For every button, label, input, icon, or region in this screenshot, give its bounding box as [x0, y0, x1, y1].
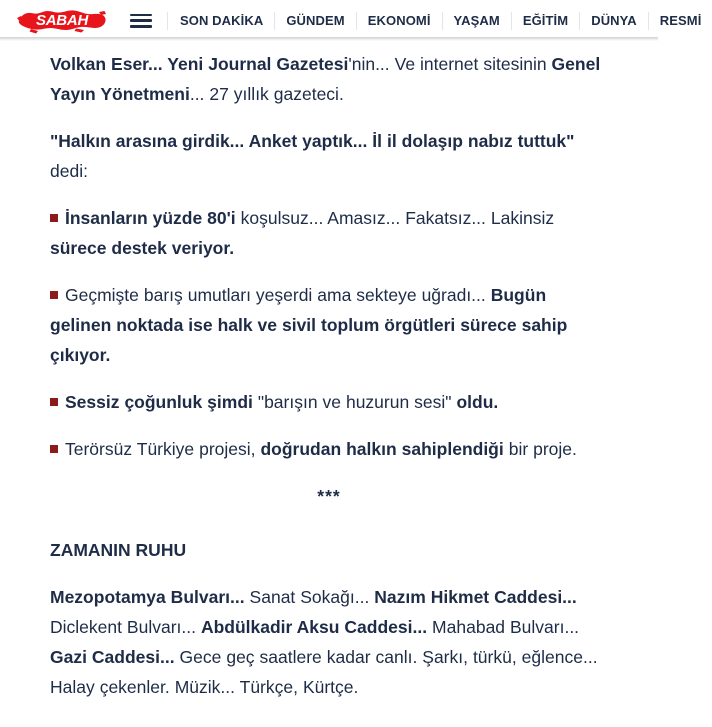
nav-item-dunya[interactable]: DÜNYA: [579, 12, 648, 30]
svg-text:SABAH: SABAH: [35, 11, 89, 29]
section-divider-asterisks: ***: [317, 486, 341, 506]
turkey-map-logo-icon: [16, 5, 108, 37]
nav-item-yasam[interactable]: YAŞAM: [442, 12, 511, 30]
text-run-bold: Sessiz çoğunluk şimdi: [65, 392, 253, 412]
section-title-zamanin-ruhu: ZAMANIN RUHU: [50, 540, 187, 560]
hamburger-bar: [130, 14, 152, 17]
text-run: ... 27 yıllık gazeteci.: [189, 84, 344, 104]
text-run-bold: "Halkın arasına girdik... Anket yaptık... İl il dolaşıp nabız tuttuk": [50, 131, 575, 151]
text-run-bold: İnsanların yüzde 80'i: [65, 208, 236, 228]
article-paragraph: [50, 126, 608, 186]
text-run: 'nin... Ve internet sitesinin: [348, 54, 552, 74]
text-run-bold: sürece destek veriyor.: [50, 238, 235, 258]
nav-item-resmi[interactable]: RESMİ: [648, 12, 712, 30]
text-run: Geçmişte barış umutları yeşerdi ama sekteye uğradı...: [65, 285, 491, 305]
nav-item-son-dakika[interactable]: SON DAKİKA: [167, 12, 274, 30]
article-paragraph-closing: [50, 582, 608, 702]
article-paragraph: [50, 434, 608, 464]
nav-item-egitim[interactable]: EĞİTİM: [511, 12, 579, 30]
text-run-bold: Nazım Hikmet Caddesi...: [374, 587, 577, 607]
site-header: [0, 0, 702, 41]
sabah-logo[interactable]: [16, 5, 108, 37]
article-paragraph-list: [50, 49, 608, 464]
article-paragraph: [50, 280, 608, 370]
article-paragraph: [50, 203, 608, 263]
text-run-bold: Volkan Eser... Yeni Journal Gazetesi: [50, 54, 349, 74]
text-run-bold: Abdülkadir Aksu Caddesi...: [200, 617, 428, 637]
text-run-bold: Mezopotamya Bulvarı...: [50, 587, 245, 607]
text-run-bold: Gazi Caddesi...: [50, 647, 175, 667]
bullet-square-icon: [50, 214, 58, 222]
hamburger-menu-icon[interactable]: [130, 12, 152, 30]
main-navigation: [167, 0, 702, 41]
nav-item-gundem[interactable]: GÜNDEM: [274, 12, 355, 30]
text-run: Gece geç saatlere kadar canlı. Şarkı, türkü, eğlence... Halay çekenler. Müzik... Türkçe, Kürtçe.: [50, 647, 598, 697]
bullet-square-icon: [50, 398, 58, 406]
text-run-bold: Genel Yayın Yönetmeni: [50, 54, 601, 104]
hamburger-bar: [130, 25, 152, 28]
text-run-bold: Bugün gelinen noktada ise halk ve sivil toplum örgütleri sürece sahip çıkıyor.: [50, 285, 568, 365]
article-body: [0, 41, 658, 702]
text-run: Diclekent Bulvarı...: [50, 617, 201, 637]
nav-item-ekonomi[interactable]: EKONOMİ: [356, 12, 442, 30]
text-run: dedi:: [50, 161, 88, 181]
article-paragraph: [50, 49, 608, 109]
text-run-bold: oldu.: [456, 392, 499, 412]
hamburger-bar: [130, 19, 152, 22]
text-run: Terörsüz Türkiye projesi,: [65, 439, 261, 459]
text-run: Mahabad Bulvarı...: [427, 617, 580, 637]
text-run: Sanat Sokağı...: [244, 587, 375, 607]
text-run: "barışın ve huzurun sesi": [252, 392, 457, 412]
text-run: koşulsuz... Amasız... Fakatsız... Lakinsiz: [235, 208, 555, 228]
text-run: bir proje.: [503, 439, 577, 459]
text-run-bold: doğrudan halkın sahiplendiği: [260, 439, 504, 459]
bullet-square-icon: [50, 445, 58, 453]
bullet-square-icon: [50, 291, 58, 299]
article-paragraph: [50, 387, 608, 417]
